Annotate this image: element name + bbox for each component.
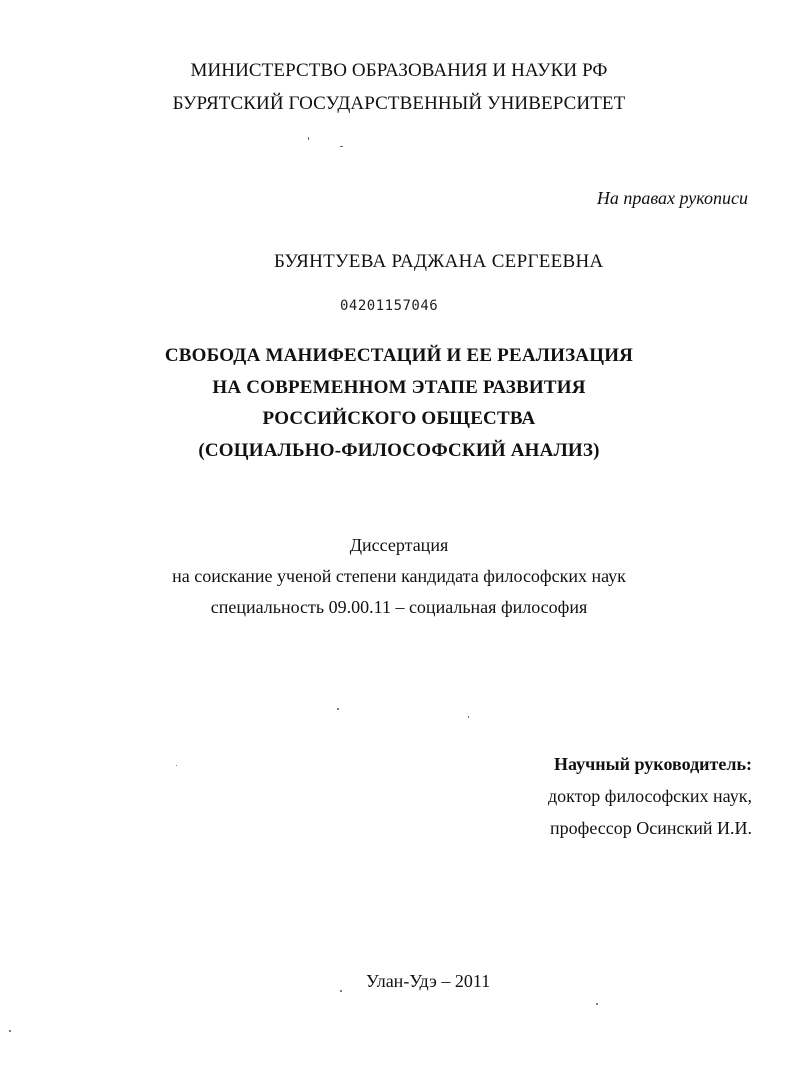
thesis-type: Диссертация [349,535,449,555]
rights-note: На правах рукописи [596,188,748,208]
author-name: БУЯНТУЕВА РАДЖАНА СЕРГЕЕВНА [274,251,604,272]
scan-speck [337,708,339,710]
title-line-3: РОССИЙСКОГО ОБЩЕСТВА [262,408,536,429]
university-line: БУРЯТСКИЙ ГОСУДАРСТВЕННЫЙ УНИВЕРСИТЕТ [172,93,626,114]
thesis-degree: на соискание ученой степени кандидата философских наук [172,566,626,586]
advisor-degree: доктор философских наук, [548,786,752,806]
ministry-line: МИНИСТЕРСТВО ОБРАЗОВАНИЯ И НАУКИ РФ [190,60,608,81]
scan-speck [176,765,177,766]
title-line-4: (СОЦИАЛЬНО-ФИЛОСОФСКИЙ АНАЛИЗ) [198,440,600,461]
scan-speck [596,1003,598,1005]
scan-speck [340,146,343,147]
thesis-specialty: специальность 09.00.11 – социальная философия [210,597,588,617]
scan-speck [468,716,469,718]
scan-speck [340,990,342,992]
scan-speck [308,137,309,140]
title-line-2: НА СОВРЕМЕННОМ ЭТАПЕ РАЗВИТИЯ [212,377,586,398]
advisor-name: профессор Осинский И.И. [550,818,752,838]
catalog-number: 04201157046 [340,298,439,314]
advisor-block [548,754,752,850]
city-year: Улан-Удэ – 2011 [366,971,491,991]
title-line-1: СВОБОДА МАНИФЕСТАЦИЙ И ЕЕ РЕАЛИЗАЦИЯ [164,345,634,366]
scan-speck [9,1030,11,1032]
advisor-heading: Научный руководитель: [554,754,752,774]
